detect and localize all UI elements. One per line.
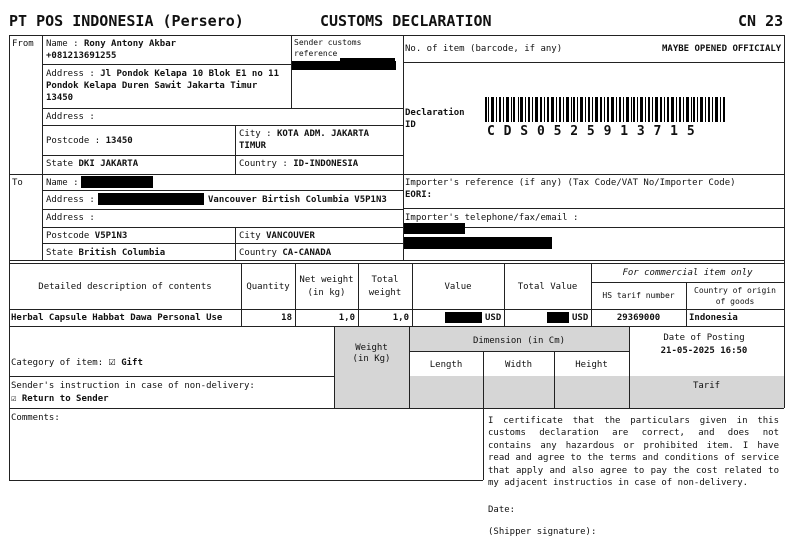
instruction-label: Sender's instruction in case of non-delivery: xyxy=(11,381,255,391)
eori-label: EORI: xyxy=(405,190,433,200)
sender-country-row xyxy=(239,159,358,169)
instruction-value: Return to Sender xyxy=(21,394,109,404)
divider xyxy=(9,408,784,409)
divider xyxy=(9,263,784,264)
sender-city-label: City : xyxy=(239,129,272,139)
sender-ref-label-2: reference xyxy=(294,49,338,58)
divider xyxy=(591,282,784,283)
divider xyxy=(9,260,784,261)
col-description-header: Detailed description of contents xyxy=(38,282,212,292)
divider xyxy=(9,309,784,310)
divider xyxy=(42,243,403,244)
weight-cell-shade xyxy=(334,327,409,408)
redacted-importer-phone xyxy=(404,223,465,234)
sender-postcode-label: Postcode : xyxy=(46,136,101,146)
sender-country-label: Country : xyxy=(239,159,288,169)
gift-checkbox[interactable]: ☑ xyxy=(108,354,116,368)
divider xyxy=(42,190,403,191)
row-net-weight: 1,0 xyxy=(338,313,355,323)
sender-name-label: Name : xyxy=(46,39,79,49)
comments-label: Comments: xyxy=(11,413,60,423)
recipient-state-row xyxy=(46,248,165,258)
col-origin-header-1: Country of origin xyxy=(694,286,776,295)
importer-ref-label: Importer's reference (if any) (Tax Code/VAT No/Importer Code) xyxy=(405,178,736,188)
declaration-label-2: ID xyxy=(405,120,416,130)
dimension-header: Dimension (in Cm) xyxy=(472,336,566,346)
divider xyxy=(9,35,784,36)
declaration-barcode xyxy=(485,97,727,122)
company-name: PT POS INDONESIA (Persero) xyxy=(9,12,244,30)
sender-state: DKI JAKARTA xyxy=(78,159,139,169)
divider xyxy=(42,108,403,109)
divider xyxy=(42,209,403,210)
row-hs-number: 29369000 xyxy=(616,313,661,323)
instruction-row xyxy=(11,394,109,404)
col-net-weight-header-1: Net weight xyxy=(299,275,354,285)
sender-postcode-row xyxy=(46,136,133,146)
sender-state-label: State xyxy=(46,159,74,169)
tarif-label: Tarif xyxy=(692,381,721,391)
border-left xyxy=(9,35,10,480)
to-label: To xyxy=(12,178,23,188)
dimension-values-shade xyxy=(409,376,629,408)
divider xyxy=(412,263,413,326)
length-header: Length xyxy=(429,360,463,370)
row-description: Herbal Capsule Habbat Dawa Personal Use xyxy=(11,313,223,323)
divider xyxy=(409,351,629,352)
col-total-value-header: Total Value xyxy=(517,282,578,292)
row-origin: Indonesia xyxy=(689,313,738,323)
barcode-text: C D S 0 5 2 5 9 1 3 7 1 5 xyxy=(487,124,696,139)
divider xyxy=(42,155,403,156)
redacted-value xyxy=(445,312,482,323)
from-label: From xyxy=(12,39,34,49)
sender-state-row xyxy=(46,159,138,169)
form-title: CUSTOMS DECLARATION xyxy=(320,12,492,30)
sender-ref-label-1: Sender customs xyxy=(294,38,362,47)
divider xyxy=(403,208,784,209)
col-hs-header: HS tarif number xyxy=(602,291,675,300)
recipient-postcode-row xyxy=(46,231,127,241)
divider xyxy=(504,263,505,326)
item-number-label: No. of item (barcode, if any) xyxy=(405,44,563,54)
recipient-city-label: City xyxy=(239,231,261,241)
form-code: CN 23 xyxy=(738,12,784,30)
redacted-recipient-address xyxy=(98,193,204,205)
redacted-importer-email xyxy=(404,237,552,249)
width-header: Width xyxy=(504,360,533,370)
sender-address-row xyxy=(46,69,279,79)
declaration-label-1: Declaration xyxy=(405,108,465,118)
certification-text: I certificate that the particulars given in this customs declaration are correct, and does not contains any hazardous or prohibited item. I have read and agree to the terms and conditions of service that apply and also agree to pay the cost related to my adjacent instructios in case of non-delivery. xyxy=(488,416,779,489)
divider xyxy=(42,64,291,65)
weight-header-1: Weight xyxy=(355,343,388,353)
redacted-recipient-name xyxy=(81,176,153,188)
recipient-postcode: V5P1N3 xyxy=(94,231,128,241)
category-value: Gift xyxy=(121,358,143,368)
posting-date: 21-05-2025 16:50 xyxy=(660,346,748,356)
row-total-value-currency: USD xyxy=(572,313,589,323)
divider xyxy=(9,174,784,175)
divider xyxy=(291,35,292,108)
col-origin-header-2: of goods xyxy=(715,297,755,306)
recipient-city: VANCOUVER xyxy=(266,231,315,241)
recipient-address-label: Address : xyxy=(46,195,95,205)
divider xyxy=(483,408,484,480)
redacted-total-value xyxy=(547,312,569,323)
divider xyxy=(334,326,335,408)
recipient-address-visible: Vancouver Birtish Columbia V5P1N3 xyxy=(208,195,387,205)
divider xyxy=(9,480,483,481)
sender-name: Rony Antony Akbar xyxy=(83,39,177,49)
row-quantity: 18 xyxy=(281,313,292,323)
recipient-state: British Columbia xyxy=(78,248,166,258)
sender-postcode: 13450 xyxy=(105,136,133,146)
category-row xyxy=(11,354,143,368)
divider xyxy=(42,125,403,126)
border-right xyxy=(784,35,785,408)
divider xyxy=(403,62,784,63)
recipient-state-label: State xyxy=(46,248,74,258)
sender-address-line2: Pondok Kelapa Duren Sawit Jakarta Timur xyxy=(46,81,258,91)
sender-city-line2: TIMUR xyxy=(239,141,267,151)
sender-name-row xyxy=(46,39,176,49)
sender-address-label: Address : xyxy=(46,69,95,79)
recipient-country-label: Country xyxy=(239,248,277,258)
return-checkbox[interactable]: ☑ xyxy=(11,394,17,404)
row-total-weight: 1,0 xyxy=(392,313,409,323)
sender-city-row xyxy=(239,129,369,139)
sender-city-line1: KOTA ADM. JAKARTA xyxy=(276,129,370,139)
weight-header-2: (in Kg) xyxy=(352,354,391,364)
redacted-sender-ref xyxy=(292,61,396,70)
maybe-opened-note: MAYBE OPENED OFFICIALY xyxy=(662,44,782,54)
col-value-header: Value xyxy=(444,282,472,292)
importer-phone-label: Importer's telephone/fax/email : xyxy=(405,213,579,223)
shipper-signature-label: (Shipper signature): xyxy=(488,527,597,537)
posting-date-label: Date of Posting xyxy=(663,333,745,343)
col-net-weight-header-2: (in kg) xyxy=(307,288,346,298)
category-label: Category of item: xyxy=(11,358,104,368)
recipient-country: CA-CANADA xyxy=(282,248,332,258)
certification-date-label: Date: xyxy=(488,505,516,515)
divider xyxy=(235,125,236,174)
sender-phone: +081213691255 xyxy=(46,51,117,61)
commercial-header: For commercial item only xyxy=(622,268,753,278)
recipient-postcode-label: Postcode xyxy=(46,231,90,241)
sender-address-line1: Jl Pondok Kelapa 10 Blok E1 no 11 xyxy=(100,69,280,79)
row-value-currency: USD xyxy=(485,313,502,323)
height-header: Height xyxy=(575,360,608,370)
col-quantity-header: Quantity xyxy=(246,282,290,292)
recipient-name-label: Name : xyxy=(46,178,79,188)
recipient-country-row xyxy=(239,248,331,258)
col-total-weight-header-1: Total xyxy=(371,275,399,285)
sender-address-line3: 13450 xyxy=(46,93,74,103)
recipient-city-row xyxy=(239,231,315,241)
col-total-weight-header-2: weight xyxy=(368,288,402,298)
sender-country: ID-INDONESIA xyxy=(293,159,359,169)
sender-address2-label: Address : xyxy=(46,112,95,122)
recipient-address2-label: Address : xyxy=(46,213,95,223)
